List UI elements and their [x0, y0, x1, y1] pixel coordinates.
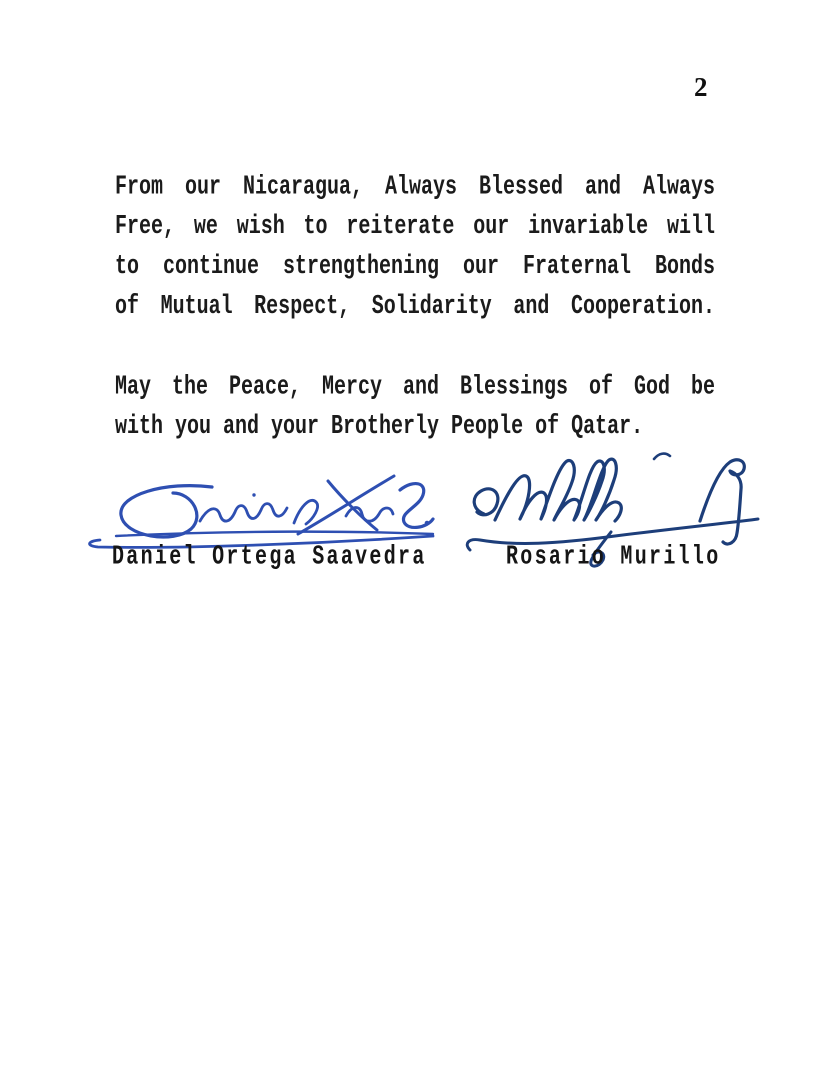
paragraph-1-line-2: Free, we wish to reiterate our invariable will: [115, 211, 715, 243]
paragraph-2-line-1: May the Peace, Mercy and Blessings of God be: [115, 371, 715, 403]
daniel-ortega-signature-icon: [90, 476, 433, 547]
signatory-name-daniel-ortega: Daniel Ortega Saavedra: [112, 541, 427, 573]
paragraph-2: [115, 368, 715, 448]
signatory-name-rosario-murillo: Rosario Murillo: [506, 541, 721, 573]
paragraph-1-line-3: to continue strengthening our Fraternal Bonds: [115, 251, 715, 283]
paragraph-2-line-2: with you and your Brotherly People of Qatar.: [115, 411, 644, 443]
page-number: 2: [694, 72, 708, 102]
paragraph-1-line-4: of Mutual Respect, Solidarity and Cooperation.: [115, 291, 715, 323]
paragraph-1-line-1: From our Nicaragua, Always Blessed and Always: [115, 171, 715, 203]
paragraph-1: [115, 168, 715, 328]
